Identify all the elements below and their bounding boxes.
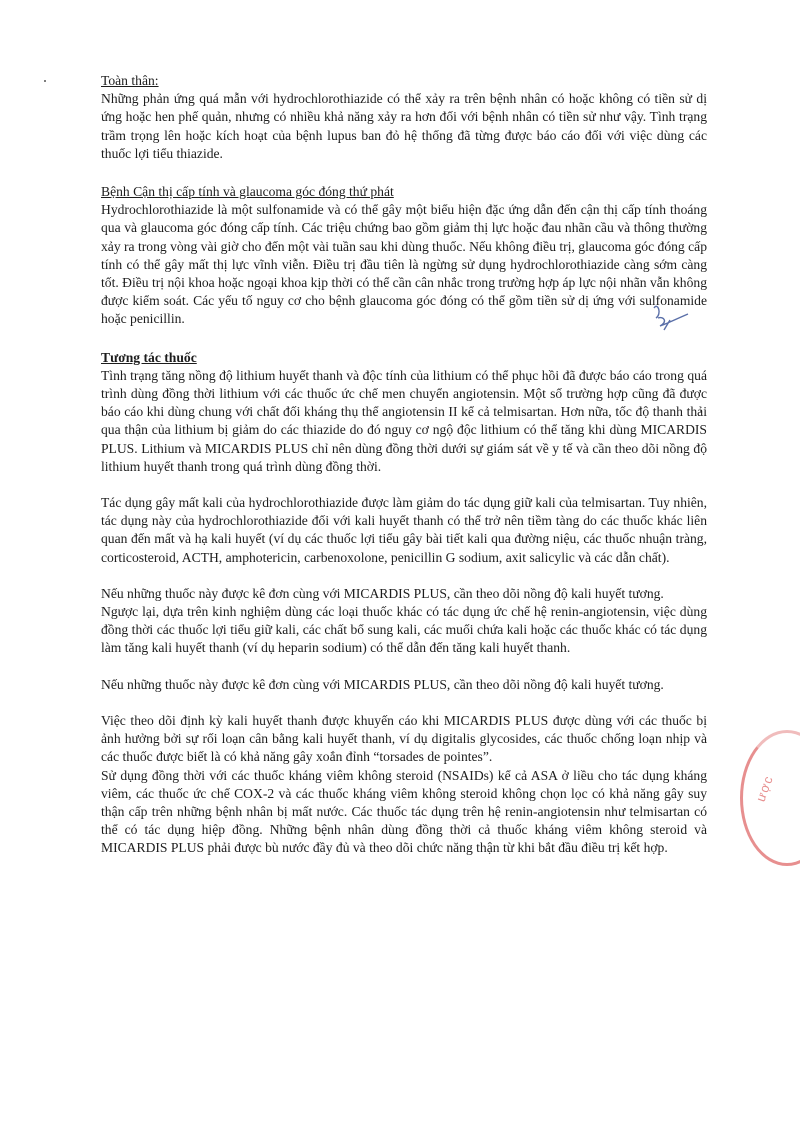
paragraph: Tình trạng tăng nồng độ lithium huyết thanh và độc tính của lithium có thể phục hồi đã được báo cáo trong quá trình dùng đồng thời lithium với các thuốc ức chế men chuyển angiotensin. Một số trường hợp cũng đã được báo cáo khi dùng chung với chất đối kháng thụ thể angiotensin II kể cả telmisartan. Hơn nữa, tốc độ thanh thải qua thận của lithium bị giảm do các thiazide do đó nguy cơ ngộ độc lithium có thể tăng khi dùng MICARDIS PLUS. Lithium và MICARDIS PLUS chỉ nên dùng đồng thời dưới sự giám sát về y tế và cần theo dõi nồng độ lithium huyết thanh trong quá trình dùng đồng thời. — [101, 367, 707, 474]
section-heading: Bệnh Cận thị cấp tính và glaucoma góc đóng thứ phát — [101, 184, 394, 200]
section-tuong-tac-thuoc — [101, 349, 707, 858]
paragraph: Ngược lại, dựa trên kinh nghiệm dùng các loại thuốc khác có tác dụng ức chế hệ renin-angiotensin, việc dùng đồng thời các thuốc lợi tiểu giữ kali, các chất bổ sung kali, các muối chứa kali hoặc các thuốc khác có tác dụng làm tăng kali huyết thanh (ví dụ heparin sodium) có thể dẫn đến tăng kali huyết thanh. — [101, 604, 707, 656]
stamp-text: ược — [752, 773, 776, 804]
section-heading: Tương tác thuốc — [101, 349, 197, 365]
section-heading: Toàn thân: — [101, 73, 159, 88]
paragraph: Những phản ứng quá mẫn với hydrochlorothiazide có thể xảy ra trên bệnh nhân có hoặc không có tiền sử dị ứng hoặc hen phế quản, nhưng có nhiều khả năng xảy ra hơn đối với bệnh nhân có tiền sử như vậy. Tình trạng trầm trọng lên hoặc kích hoạt của bệnh lupus ban đỏ hệ thống đã từng được báo cáo đối với việc dùng các thuốc lợi tiểu thiazide. — [101, 91, 707, 161]
paragraph-spacer — [101, 476, 707, 494]
paragraph: Sử dụng đồng thời với các thuốc kháng viêm không steroid (NSAIDs) kể cả ASA ở liều cho tác dụng kháng viêm, các thuốc ức chế COX-2 và các thuốc kháng viêm không steroid không chọn lọc có khả năng gây suy thận cấp trên những bệnh nhân bị mất nước. Các thuốc tác dụng trên hệ renin-angiotensin như telmisartan có thể có tác dụng hiệp đồng. Những bệnh nhân dùng đồng thời cả thuốc kháng viêm không steroid và MICARDIS PLUS phải được bù nước đầy đủ và theo dõi chức năng thận từ khi bắt đầu điều trị kết hợp. — [101, 767, 707, 856]
paragraph: Hydrochlorothiazide là một sulfonamide và có thể gây một biểu hiện đặc ứng dẫn đến cận thị cấp tính thoáng qua và glaucoma góc đóng cấp tính. Các triệu chứng bao gồm giảm thị lực hoặc đau nhãn cầu và thông thường xảy ra trong vòng vài giờ cho đến một vài tuần sau khi dùng thuốc. Nếu không điều trị, glaucoma góc đóng cấp tính có thể gây mất thị lực vĩnh viễn. Điều trị đầu tiên là ngừng sử dụng hydrochlorothiazide càng sớm càng tốt. Điều trị nội khoa hoặc ngoại khoa kịp thời có thể cần cân nhắc trong trường hợp áp lực nội nhãn vẫn không được kiểm soát. Các yếu tố nguy cơ cho bệnh glaucoma góc đóng có thể gồm tiền sử dị ứng với sulfonamide hoặc penicillin. — [101, 202, 707, 327]
section-toan-than — [101, 72, 707, 163]
section-can-thi — [101, 183, 707, 329]
document-body — [101, 72, 707, 858]
signature-mark — [648, 300, 698, 340]
stamp-seal — [740, 730, 800, 866]
paragraph: Nếu những thuốc này được kê đơn cùng với MICARDIS PLUS, cần theo dõi nồng độ kali huyết tương. — [101, 676, 664, 692]
paragraph-spacer — [101, 694, 707, 712]
paragraph-spacer — [101, 567, 707, 585]
paragraph: Tác dụng gây mất kali của hydrochlorothiazide được làm giảm do tác dụng giữ kali của telmisartan. Tuy nhiên, tác dụng này của hydrochlorothiazide đối với kali huyết thanh có thể trở nên tiềm tàng do các thuốc khác liên quan đến mất và hạ kali huyết (ví dụ các thuốc lợi tiểu gây bài tiết kali qua đường niệu, các thuốc nhuận tràng, corticosteroid, ACTH, amphotericin, carbenoxolone, penicillin G sodium, axit salicylic và các dẫn chất). — [101, 495, 707, 565]
paragraph: Việc theo dõi định kỳ kali huyết thanh được khuyến cáo khi MICARDIS PLUS được dùng với các thuốc bị ảnh hưởng bởi sự rối loạn cân bằng kali huyết thanh, ví dụ digitalis glycosides, các thuốc chống loạn nhịp và các thuốc được biết là có khả năng gây xoắn đỉnh “torsades de pointes”. — [101, 712, 707, 765]
paragraph: Nếu những thuốc này được kê đơn cùng với MICARDIS PLUS, cần theo dõi nồng độ kali huyết tương. — [101, 585, 664, 601]
paragraph-spacer — [101, 658, 707, 676]
scan-speck — [44, 80, 46, 82]
